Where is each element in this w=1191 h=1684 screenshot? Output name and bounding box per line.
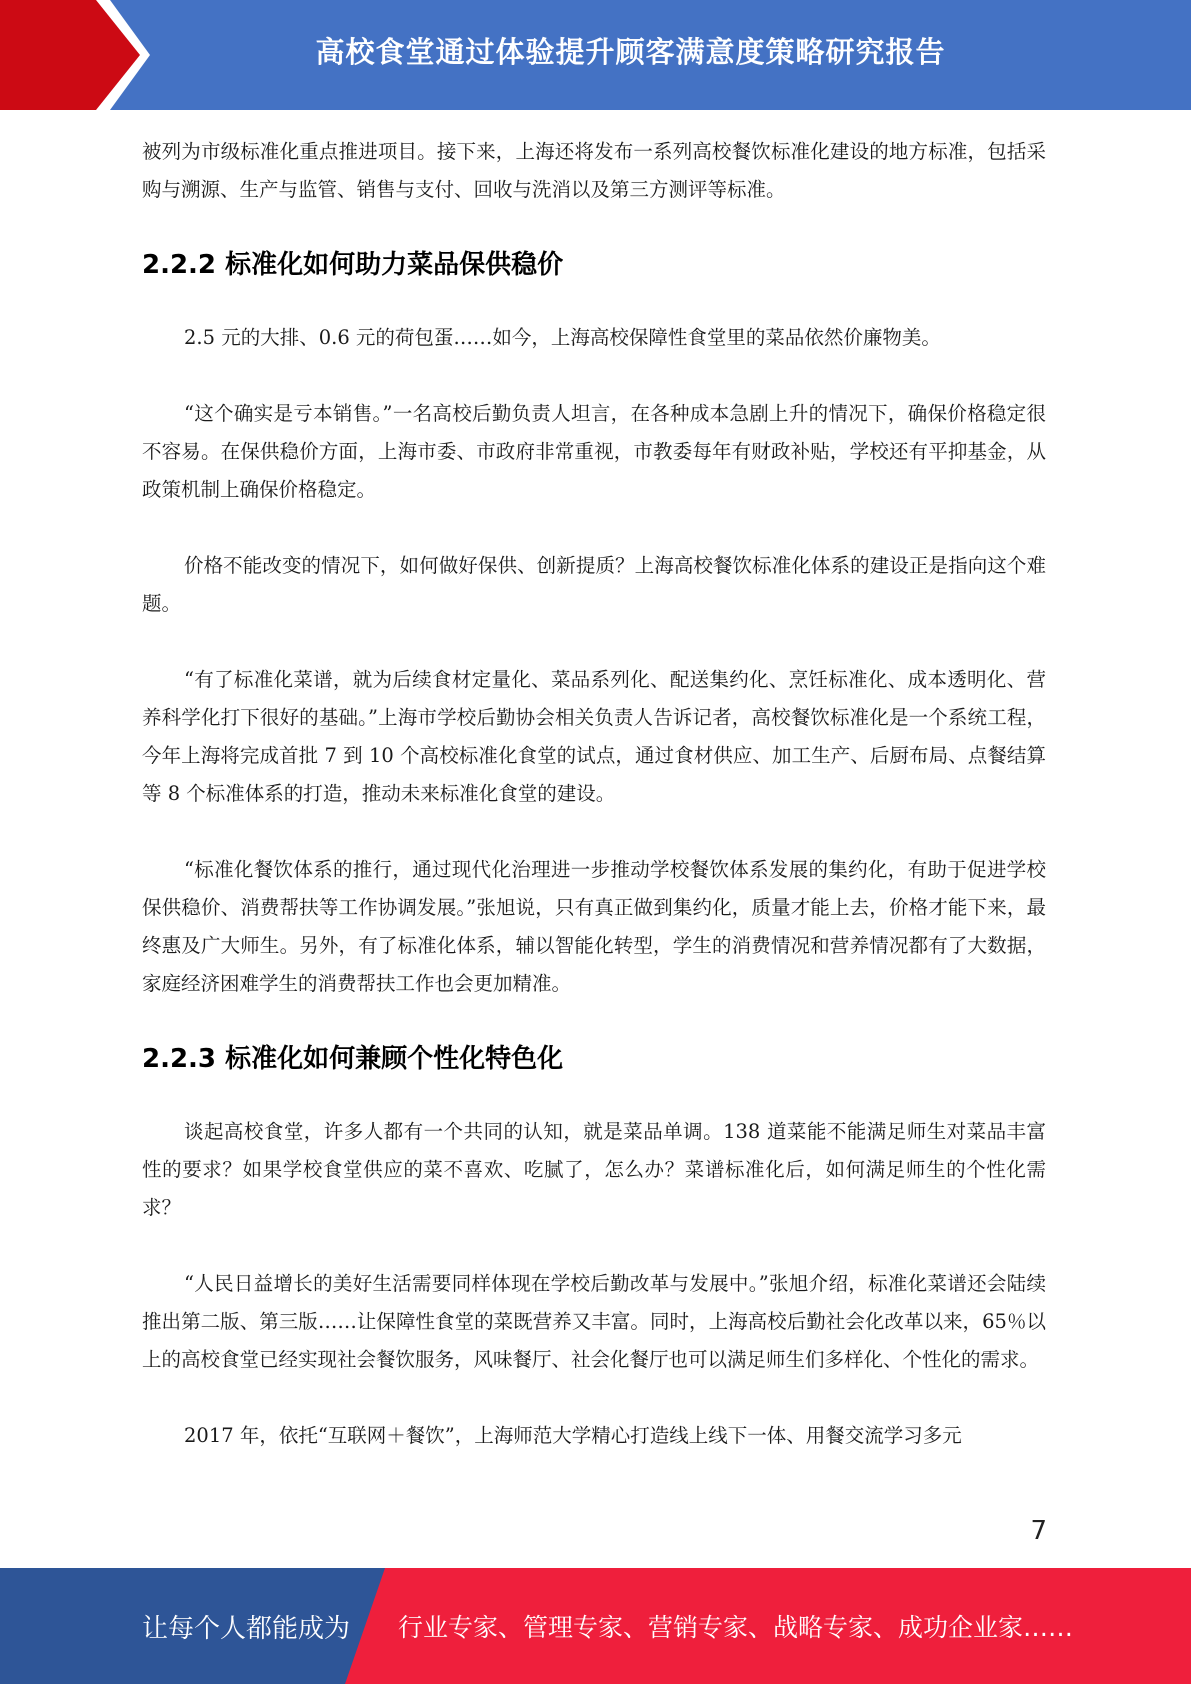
paragraph: “有了标准化菜谱，就为后续食材定量化、菜品系列化、配送集约化、烹饪标准化、成本透明化、营养科学化打下很好的基础。”上海市学校后勤协会相关负责人告诉记者，高校餐饮标准化是一个系统工程，今年上海将完成首批 7 到 10 个高校标准化食堂的试点，通过食材供应、加工生产、后厨布局、点餐结算等 8 个标准体系的打造，推动未来标准化食堂的建设。 bbox=[142, 668, 1046, 805]
paragraph-intro: 被列为市级标准化重点推进项目。接下来，上海还将发布一系列高校餐饮标准化建设的地方标准，包括采购与溯源、生产与监管、销售与支付、回收与洗消以及第三方测评等标准。 bbox=[142, 140, 1046, 201]
page-footer bbox=[0, 1568, 1191, 1684]
paragraph: 谈起高校食堂，许多人都有一个共同的认知，就是菜品单调。138 道菜能不能满足师生对菜品丰富性的要求？如果学校食堂供应的菜不喜欢、吃腻了，怎么办？菜谱标准化后，如何满足师生的个性化需求？ bbox=[142, 1120, 1046, 1219]
page-header bbox=[0, 0, 1191, 110]
paragraph: 2.5 元的大排、0.6 元的荷包蛋……如今，上海高校保障性食堂里的菜品依然价廉物美。 bbox=[184, 326, 941, 349]
paragraph: 价格不能改变的情况下，如何做好保供、创新提质？上海高校餐饮标准化体系的建设正是指向这个难题。 bbox=[142, 554, 1046, 615]
paragraph: “这个确实是亏本销售。”一名高校后勤负责人坦言，在各种成本急剧上升的情况下，确保价格稳定很不容易。在保供稳价方面，上海市委、市政府非常重视，市教委每年有财政补贴，学校还有平抑基金，从政策机制上确保价格稳定。 bbox=[142, 402, 1046, 501]
report-title: 高校食堂通过体验提升顾客满意度策略研究报告 bbox=[315, 34, 946, 69]
section-heading-2-2-3: 2.2.3 标准化如何兼顾个性化特色化 bbox=[142, 1044, 564, 1074]
paragraph: “人民日益增长的美好生活需要同样体现在学校后勤改革与发展中。”张旭介绍，标准化菜谱还会陆续推出第二版、第三版……让保障性食堂的菜既营养又丰富。同时，上海高校后勤社会化改革以来，65％以上的高校食堂已经实现社会餐饮服务，风味餐厅、社会化餐厅也可以满足师生们多样化、个性化的需求。 bbox=[142, 1272, 1046, 1371]
section-heading-2-2-2: 2.2.2 标准化如何助力菜品保供稳价 bbox=[142, 250, 564, 280]
footer-slogan-left: 让每个人都能成为 bbox=[142, 1613, 351, 1644]
page-number: 7 bbox=[1030, 1516, 1047, 1546]
footer-slogan-right: 行业专家、管理专家、营销专家、战略专家、成功企业家…… bbox=[398, 1613, 1074, 1642]
document-body bbox=[142, 133, 1046, 1455]
paragraph: “标准化餐饮体系的推行，通过现代化治理进一步推动学校餐饮体系发展的集约化，有助于促进学校保供稳价、消费帮扶等工作协调发展。”张旭说，只有真正做到集约化，质量才能上去，价格才能下来，最终惠及广大师生。另外，有了标准化体系，辅以智能化转型，学生的消费情况和营养情况都有了大数据，家庭经济困难学生的消费帮扶工作也会更加精准。 bbox=[142, 858, 1046, 995]
paragraph: 2017 年，依托“互联网＋餐饮”，上海师范大学精心打造线上线下一体、用餐交流学习多元 bbox=[184, 1424, 962, 1447]
